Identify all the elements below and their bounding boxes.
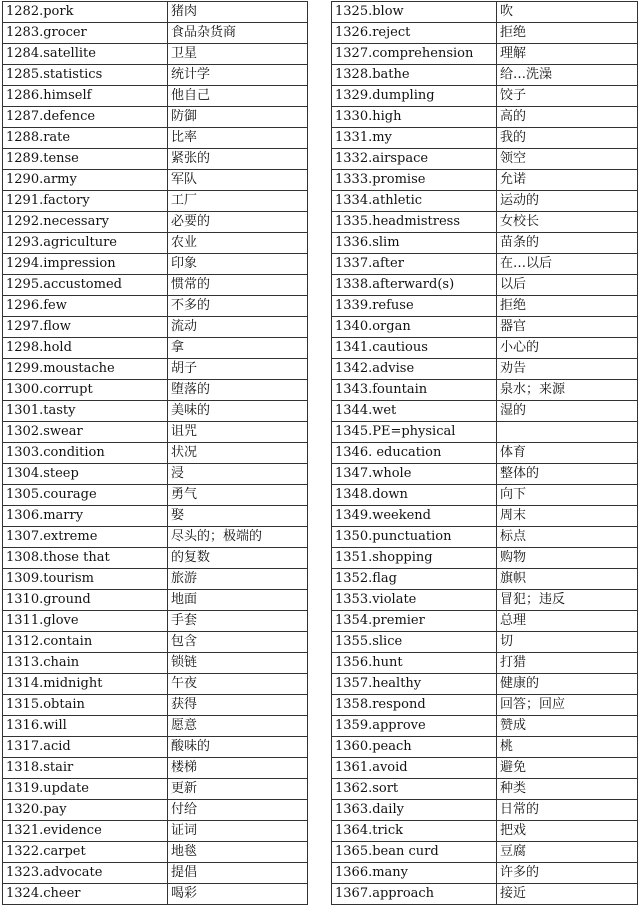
chinese-meaning: 胡子 xyxy=(168,359,308,380)
chinese-meaning: 整体的 xyxy=(497,464,638,485)
vocab-row xyxy=(3,548,308,569)
english-word: 1338.afterward(s) xyxy=(332,275,497,296)
english-word: 1315.obtain xyxy=(3,695,168,716)
english-word: 1320.pay xyxy=(3,800,168,821)
chinese-meaning: 农业 xyxy=(168,233,308,254)
chinese-meaning: 包含 xyxy=(168,632,308,653)
english-word: 1367.approach xyxy=(332,884,497,905)
vocab-row xyxy=(332,254,638,275)
vocab-row xyxy=(332,380,638,401)
vocab-table-left xyxy=(2,1,308,905)
chinese-meaning: 旗帜 xyxy=(497,569,638,590)
vocab-row xyxy=(3,212,308,233)
english-word: 1322.carpet xyxy=(3,842,168,863)
vocab-row xyxy=(3,632,308,653)
chinese-meaning: 向下 xyxy=(497,485,638,506)
chinese-meaning: 美味的 xyxy=(168,401,308,422)
chinese-meaning: 泉水；来源 xyxy=(497,380,638,401)
chinese-meaning: 湿的 xyxy=(497,401,638,422)
chinese-meaning: 愿意 xyxy=(168,716,308,737)
chinese-meaning xyxy=(497,422,638,443)
vocab-row xyxy=(3,401,308,422)
chinese-meaning: 器官 xyxy=(497,317,638,338)
vocab-row xyxy=(3,65,308,86)
chinese-meaning: 午夜 xyxy=(168,674,308,695)
vocab-table-right xyxy=(331,1,638,905)
vocab-row xyxy=(3,884,308,905)
chinese-meaning: 避免 xyxy=(497,758,638,779)
chinese-meaning: 日常的 xyxy=(497,800,638,821)
english-word: 1327.comprehension xyxy=(332,44,497,65)
vocab-row xyxy=(3,737,308,758)
vocab-row xyxy=(3,590,308,611)
vocab-row xyxy=(332,23,638,44)
english-word: 1346. education xyxy=(332,443,497,464)
english-word: 1361.avoid xyxy=(332,758,497,779)
english-word: 1304.steep xyxy=(3,464,168,485)
english-word: 1305.courage xyxy=(3,485,168,506)
chinese-meaning: 拒绝 xyxy=(497,296,638,317)
chinese-meaning: 许多的 xyxy=(497,863,638,884)
english-word: 1318.stair xyxy=(3,758,168,779)
chinese-meaning: 浸 xyxy=(168,464,308,485)
english-word: 1354.premier xyxy=(332,611,497,632)
english-word: 1340.organ xyxy=(332,317,497,338)
english-word: 1341.cautious xyxy=(332,338,497,359)
english-word: 1314.midnight xyxy=(3,674,168,695)
vocab-row xyxy=(332,44,638,65)
chinese-meaning: 食品杂货商 xyxy=(168,23,308,44)
chinese-meaning: 在…以后 xyxy=(497,254,638,275)
chinese-meaning: 领空 xyxy=(497,149,638,170)
vocab-row xyxy=(3,128,308,149)
chinese-meaning: 体育 xyxy=(497,443,638,464)
chinese-meaning: 劝告 xyxy=(497,359,638,380)
chinese-meaning: 以后 xyxy=(497,275,638,296)
chinese-meaning: 吹 xyxy=(497,2,638,23)
chinese-meaning: 接近 xyxy=(497,884,638,905)
chinese-meaning: 标点 xyxy=(497,527,638,548)
vocab-row xyxy=(332,758,638,779)
vocab-row xyxy=(332,338,638,359)
vocab-row xyxy=(332,884,638,905)
vocab-row xyxy=(3,464,308,485)
chinese-meaning: 旅游 xyxy=(168,569,308,590)
english-word: 1329.dumpling xyxy=(332,86,497,107)
chinese-meaning: 付给 xyxy=(168,800,308,821)
vocab-row xyxy=(3,275,308,296)
chinese-meaning: 尽头的；极端的 xyxy=(168,527,308,548)
chinese-meaning: 惯常的 xyxy=(168,275,308,296)
vocab-row xyxy=(332,590,638,611)
chinese-meaning: 紧张的 xyxy=(168,149,308,170)
chinese-meaning: 印象 xyxy=(168,254,308,275)
english-word: 1335.headmistress xyxy=(332,212,497,233)
vocab-row xyxy=(3,149,308,170)
vocab-row xyxy=(3,800,308,821)
chinese-meaning: 诅咒 xyxy=(168,422,308,443)
vocab-table-left-body xyxy=(3,2,308,905)
chinese-meaning: 小心的 xyxy=(497,338,638,359)
vocab-row xyxy=(3,107,308,128)
vocab-row xyxy=(3,170,308,191)
english-word: 1284.satellite xyxy=(3,44,168,65)
chinese-meaning: 比率 xyxy=(168,128,308,149)
vocab-row xyxy=(332,842,638,863)
vocab-row xyxy=(3,842,308,863)
english-word: 1365.bean curd xyxy=(332,842,497,863)
english-word: 1347.whole xyxy=(332,464,497,485)
chinese-meaning: 他自己 xyxy=(168,86,308,107)
chinese-meaning: 证词 xyxy=(168,821,308,842)
vocab-row xyxy=(332,695,638,716)
vocab-row xyxy=(3,191,308,212)
english-word: 1355.slice xyxy=(332,632,497,653)
chinese-meaning: 楼梯 xyxy=(168,758,308,779)
english-word: 1325.blow xyxy=(332,2,497,23)
english-word: 1306.marry xyxy=(3,506,168,527)
vocab-row xyxy=(3,779,308,800)
vocab-row xyxy=(332,464,638,485)
english-word: 1294.impression xyxy=(3,254,168,275)
vocab-table-right-body xyxy=(332,2,638,905)
english-word: 1288.rate xyxy=(3,128,168,149)
vocab-row xyxy=(3,338,308,359)
chinese-meaning: 堕落的 xyxy=(168,380,308,401)
vocab-row xyxy=(332,821,638,842)
chinese-meaning: 切 xyxy=(497,632,638,653)
chinese-meaning: 提倡 xyxy=(168,863,308,884)
english-word: 1332.airspace xyxy=(332,149,497,170)
english-word: 1344.wet xyxy=(332,401,497,422)
english-word: 1334.athletic xyxy=(332,191,497,212)
vocab-row xyxy=(3,506,308,527)
chinese-meaning: 饺子 xyxy=(497,86,638,107)
english-word: 1352.flag xyxy=(332,569,497,590)
chinese-meaning: 更新 xyxy=(168,779,308,800)
vocab-row xyxy=(3,23,308,44)
vocab-row xyxy=(3,317,308,338)
english-word: 1357.healthy xyxy=(332,674,497,695)
chinese-meaning: 周末 xyxy=(497,506,638,527)
english-word: 1309.tourism xyxy=(3,569,168,590)
chinese-meaning: 种类 xyxy=(497,779,638,800)
english-word: 1296.few xyxy=(3,296,168,317)
vocab-row xyxy=(332,674,638,695)
vocab-row xyxy=(332,2,638,23)
english-word: 1364.trick xyxy=(332,821,497,842)
english-word: 1337.after xyxy=(332,254,497,275)
english-word: 1358.respond xyxy=(332,695,497,716)
english-word: 1333.promise xyxy=(332,170,497,191)
english-word: 1348.down xyxy=(332,485,497,506)
vocab-row xyxy=(332,485,638,506)
chinese-meaning: 理解 xyxy=(497,44,638,65)
english-word: 1366.many xyxy=(332,863,497,884)
vocab-row xyxy=(3,359,308,380)
vocab-row xyxy=(3,695,308,716)
chinese-meaning: 必要的 xyxy=(168,212,308,233)
english-word: 1287.defence xyxy=(3,107,168,128)
english-word: 1362.sort xyxy=(332,779,497,800)
english-word: 1312.contain xyxy=(3,632,168,653)
english-word: 1291.factory xyxy=(3,191,168,212)
english-word: 1295.accustomed xyxy=(3,275,168,296)
vocab-row xyxy=(332,86,638,107)
chinese-meaning: 给…洗澡 xyxy=(497,65,638,86)
vocab-row xyxy=(3,485,308,506)
english-word: 1307.extreme xyxy=(3,527,168,548)
chinese-meaning: 地毯 xyxy=(168,842,308,863)
english-word: 1339.refuse xyxy=(332,296,497,317)
english-word: 1301.tasty xyxy=(3,401,168,422)
chinese-meaning: 打猎 xyxy=(497,653,638,674)
english-word: 1359.approve xyxy=(332,716,497,737)
english-word: 1316.will xyxy=(3,716,168,737)
vocab-row xyxy=(332,191,638,212)
chinese-meaning: 拒绝 xyxy=(497,23,638,44)
vocab-row xyxy=(332,401,638,422)
chinese-meaning: 喝彩 xyxy=(168,884,308,905)
english-word: 1283.grocer xyxy=(3,23,168,44)
vocab-row xyxy=(3,674,308,695)
english-word: 1313.chain xyxy=(3,653,168,674)
vocab-row xyxy=(332,317,638,338)
chinese-meaning: 赞成 xyxy=(497,716,638,737)
vocab-row xyxy=(332,527,638,548)
english-word: 1290.army xyxy=(3,170,168,191)
chinese-meaning: 女校长 xyxy=(497,212,638,233)
vocab-row xyxy=(332,149,638,170)
vocab-row xyxy=(3,758,308,779)
chinese-meaning: 军队 xyxy=(168,170,308,191)
chinese-meaning: 桃 xyxy=(497,737,638,758)
english-word: 1342.advise xyxy=(332,359,497,380)
english-word: 1356.hunt xyxy=(332,653,497,674)
chinese-meaning: 豆腐 xyxy=(497,842,638,863)
chinese-meaning: 拿 xyxy=(168,338,308,359)
vocab-row xyxy=(332,170,638,191)
english-word: 1286.himself xyxy=(3,86,168,107)
vocab-row xyxy=(332,779,638,800)
english-word: 1319.update xyxy=(3,779,168,800)
chinese-meaning: 勇气 xyxy=(168,485,308,506)
chinese-meaning: 购物 xyxy=(497,548,638,569)
vocab-row xyxy=(332,632,638,653)
vocab-row xyxy=(3,422,308,443)
vocab-row xyxy=(3,653,308,674)
vocab-row xyxy=(332,128,638,149)
chinese-meaning: 猪肉 xyxy=(168,2,308,23)
vocab-row xyxy=(3,86,308,107)
chinese-meaning: 娶 xyxy=(168,506,308,527)
english-word: 1285.statistics xyxy=(3,65,168,86)
english-word: 1308.those that xyxy=(3,548,168,569)
vocab-row xyxy=(3,44,308,65)
chinese-meaning: 手套 xyxy=(168,611,308,632)
vocab-row xyxy=(332,275,638,296)
vocab-row xyxy=(3,863,308,884)
chinese-meaning: 获得 xyxy=(168,695,308,716)
chinese-meaning: 的复数 xyxy=(168,548,308,569)
chinese-meaning: 锁链 xyxy=(168,653,308,674)
english-word: 1289.tense xyxy=(3,149,168,170)
chinese-meaning: 状况 xyxy=(168,443,308,464)
chinese-meaning: 冒犯；违反 xyxy=(497,590,638,611)
chinese-meaning: 酸味的 xyxy=(168,737,308,758)
vocab-row xyxy=(332,569,638,590)
english-word: 1310.ground xyxy=(3,590,168,611)
english-word: 1297.flow xyxy=(3,317,168,338)
vocab-row xyxy=(332,800,638,821)
chinese-meaning: 统计学 xyxy=(168,65,308,86)
vocab-row xyxy=(3,527,308,548)
chinese-meaning: 允诺 xyxy=(497,170,638,191)
vocab-row xyxy=(3,2,308,23)
chinese-meaning: 防御 xyxy=(168,107,308,128)
chinese-meaning: 回答；回应 xyxy=(497,695,638,716)
vocab-row xyxy=(332,107,638,128)
chinese-meaning: 流动 xyxy=(168,317,308,338)
english-word: 1360.peach xyxy=(332,737,497,758)
english-word: 1302.swear xyxy=(3,422,168,443)
english-word: 1350.punctuation xyxy=(332,527,497,548)
english-word: 1326.reject xyxy=(332,23,497,44)
chinese-meaning: 苗条的 xyxy=(497,233,638,254)
vocab-row xyxy=(332,506,638,527)
vocab-row xyxy=(3,233,308,254)
english-word: 1282.pork xyxy=(3,2,168,23)
english-word: 1336.slim xyxy=(332,233,497,254)
english-word: 1293.agriculture xyxy=(3,233,168,254)
english-word: 1298.hold xyxy=(3,338,168,359)
vocab-row xyxy=(3,611,308,632)
vocab-row xyxy=(3,254,308,275)
english-word: 1351.shopping xyxy=(332,548,497,569)
english-word: 1343.fountain xyxy=(332,380,497,401)
english-word: 1299.moustache xyxy=(3,359,168,380)
english-word: 1300.corrupt xyxy=(3,380,168,401)
vocab-row xyxy=(3,380,308,401)
english-word: 1323.advocate xyxy=(3,863,168,884)
vocab-row xyxy=(3,443,308,464)
chinese-meaning: 我的 xyxy=(497,128,638,149)
english-word: 1330.high xyxy=(332,107,497,128)
vocab-row xyxy=(332,233,638,254)
vocab-row xyxy=(332,65,638,86)
vocab-row xyxy=(332,296,638,317)
chinese-meaning: 卫星 xyxy=(168,44,308,65)
english-word: 1328.bathe xyxy=(332,65,497,86)
vocab-row xyxy=(332,212,638,233)
vocab-row xyxy=(332,737,638,758)
vocab-row xyxy=(332,443,638,464)
chinese-meaning: 地面 xyxy=(168,590,308,611)
chinese-meaning: 不多的 xyxy=(168,296,308,317)
english-word: 1363.daily xyxy=(332,800,497,821)
english-word: 1317.acid xyxy=(3,737,168,758)
vocab-row xyxy=(3,821,308,842)
vocab-row xyxy=(332,359,638,380)
english-word: 1331.my xyxy=(332,128,497,149)
vocab-row xyxy=(3,716,308,737)
english-word: 1324.cheer xyxy=(3,884,168,905)
english-word: 1303.condition xyxy=(3,443,168,464)
chinese-meaning: 工厂 xyxy=(168,191,308,212)
chinese-meaning: 高的 xyxy=(497,107,638,128)
english-word: 1353.violate xyxy=(332,590,497,611)
chinese-meaning: 健康的 xyxy=(497,674,638,695)
english-word: 1311.glove xyxy=(3,611,168,632)
english-word: 1345.PE=physical xyxy=(332,422,497,443)
vocab-row xyxy=(332,611,638,632)
vocab-row xyxy=(332,422,638,443)
vocab-row xyxy=(3,569,308,590)
vocab-row xyxy=(332,716,638,737)
english-word: 1292.necessary xyxy=(3,212,168,233)
english-word: 1321.evidence xyxy=(3,821,168,842)
vocab-row xyxy=(332,653,638,674)
english-word: 1349.weekend xyxy=(332,506,497,527)
vocab-row xyxy=(332,863,638,884)
vocab-row xyxy=(332,548,638,569)
chinese-meaning: 运动的 xyxy=(497,191,638,212)
chinese-meaning: 把戏 xyxy=(497,821,638,842)
chinese-meaning: 总理 xyxy=(497,611,638,632)
vocab-row xyxy=(3,296,308,317)
